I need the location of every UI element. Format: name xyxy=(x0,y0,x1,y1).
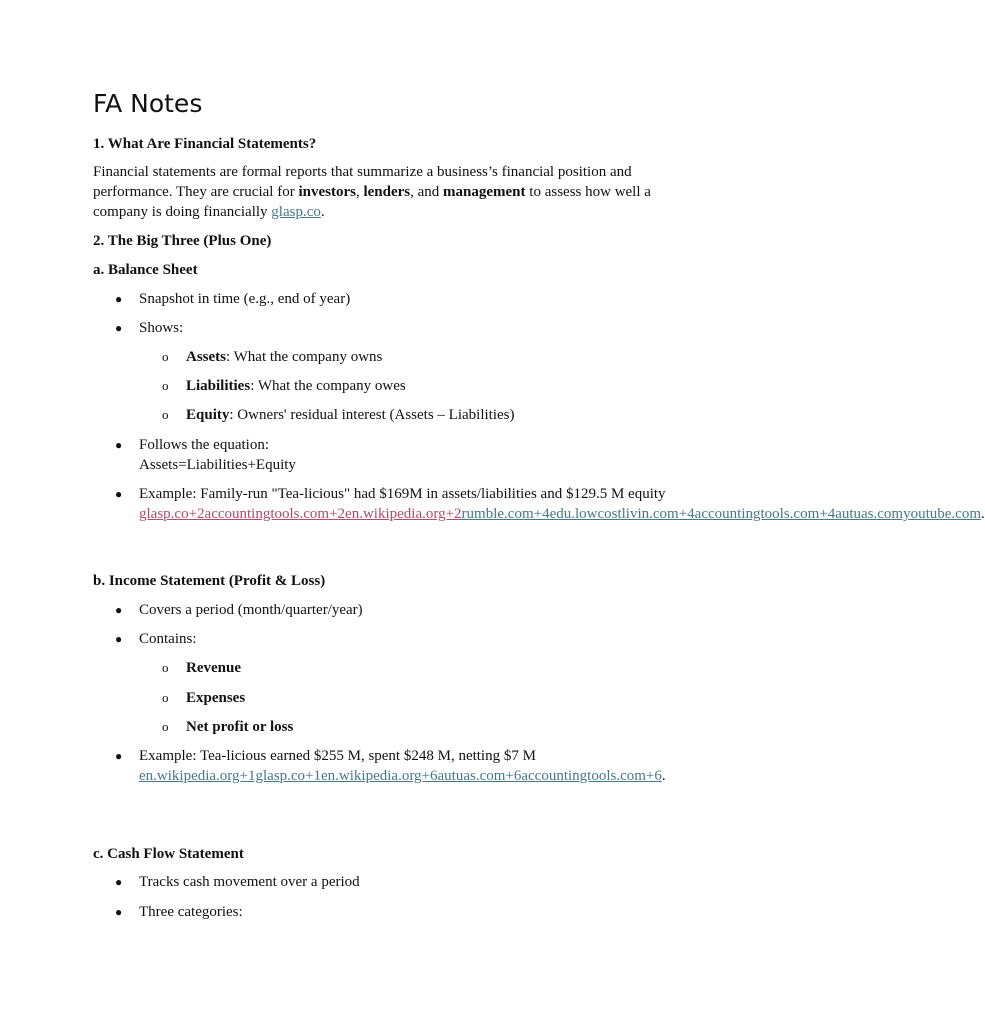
equity-label: Equity xyxy=(186,407,230,423)
period: . xyxy=(661,768,666,784)
list-item xyxy=(115,318,679,338)
list-item-text: Covers a period (month/quarter/year) xyxy=(139,602,363,618)
bold-investors: investors xyxy=(298,184,356,200)
list-item-text: Follows the equation: xyxy=(139,437,269,453)
glasp-link[interactable]: glasp.co xyxy=(271,204,321,220)
sub-list-item xyxy=(162,688,676,708)
section-heading-big-three: 2. The Big Three (Plus One) xyxy=(93,233,272,249)
circle-bullet-icon: o xyxy=(162,349,169,364)
source-link[interactable]: rumble.com+4edu.lowcostlivin.com+4accountingtools.com+4autuas.comyoutube.com xyxy=(461,506,981,522)
list-item-text: Snapshot in time (e.g., end of year) xyxy=(139,291,351,307)
liabilities-text: : What the company owes xyxy=(250,378,406,394)
list-item-text: Contains: xyxy=(139,631,197,647)
bold-lenders: lenders xyxy=(363,184,411,200)
revenue-label: Revenue xyxy=(186,660,241,676)
source-link[interactable]: en.wikipedia.org+1glasp.co+1en.wikipedia.org+6autuas.com+6accountingtools.com+6 xyxy=(139,768,662,784)
list-item-text: Example: Tea-licious earned $255 M, spent $248 M, netting $7 M xyxy=(139,748,536,764)
expenses-label: Expenses xyxy=(186,690,246,706)
sub-list-item xyxy=(162,717,676,737)
bullet-icon: ● xyxy=(115,875,123,889)
sub-list-item xyxy=(162,376,676,396)
subheading-cash-flow: c. Cash Flow Statement xyxy=(93,846,244,862)
page-title: FA Notes xyxy=(93,89,203,118)
list-item xyxy=(115,902,679,922)
intro-text-end: to assess how well a company is doing financially xyxy=(93,184,651,220)
period: . xyxy=(320,204,325,220)
list-item-text: Example: Family-run "Tea-licious" had $169M in assets/liabilities and $129.5 M equity xyxy=(139,486,666,502)
source-link[interactable]: glasp.co+2accountingtools.com+2en.wikipedia.org+2 xyxy=(139,506,462,522)
list-item xyxy=(115,435,679,475)
list-item xyxy=(115,746,679,786)
bullet-icon: ● xyxy=(115,749,123,763)
intro-text: Financial statements are formal reports that summarize a business’s financial position and performance. They are crucial for xyxy=(93,164,632,200)
list-item-text: Three categories: xyxy=(139,904,243,920)
list-item xyxy=(115,484,985,524)
bold-management: management xyxy=(443,184,526,200)
list-item-text: Tracks cash movement over a period xyxy=(139,874,360,890)
bullet-icon: ● xyxy=(115,603,123,617)
subheading-income-statement: b. Income Statement (Profit & Loss) xyxy=(93,573,326,589)
subheading-balance-sheet: a. Balance Sheet xyxy=(93,262,198,278)
sub-list-item xyxy=(162,347,676,367)
bullet-icon: ● xyxy=(115,438,123,452)
bullet-icon: ● xyxy=(115,905,123,919)
assets-text: : What the company owns xyxy=(226,349,383,365)
equity-text: : Owners' residual interest (Assets – Liabilities) xyxy=(229,407,515,423)
circle-bullet-icon: o xyxy=(162,378,169,393)
separator: , and xyxy=(410,184,444,200)
sub-list-item xyxy=(162,658,676,678)
bullet-icon: ● xyxy=(115,632,123,646)
section-heading-what-are-fs: 1. What Are Financial Statements? xyxy=(93,136,317,152)
circle-bullet-icon: o xyxy=(162,690,169,705)
bullet-icon: ● xyxy=(115,292,123,306)
bullet-icon: ● xyxy=(115,487,123,501)
circle-bullet-icon: o xyxy=(162,407,169,422)
circle-bullet-icon: o xyxy=(162,719,169,734)
sub-list-item xyxy=(162,405,676,425)
equation-text: Assets=Liabilities+Equity xyxy=(139,457,296,473)
list-item xyxy=(115,629,679,649)
period: . xyxy=(981,506,985,522)
circle-bullet-icon: o xyxy=(162,660,169,675)
list-item xyxy=(115,872,679,892)
bullet-icon: ● xyxy=(115,321,123,335)
list-item xyxy=(115,289,679,309)
list-item-text: Shows: xyxy=(139,320,184,336)
net-profit-label: Net profit or loss xyxy=(186,719,294,735)
intro-paragraph xyxy=(93,162,678,222)
assets-label: Assets xyxy=(186,349,226,365)
separator: , xyxy=(355,184,364,200)
liabilities-label: Liabilities xyxy=(186,378,251,394)
list-item xyxy=(115,600,679,620)
